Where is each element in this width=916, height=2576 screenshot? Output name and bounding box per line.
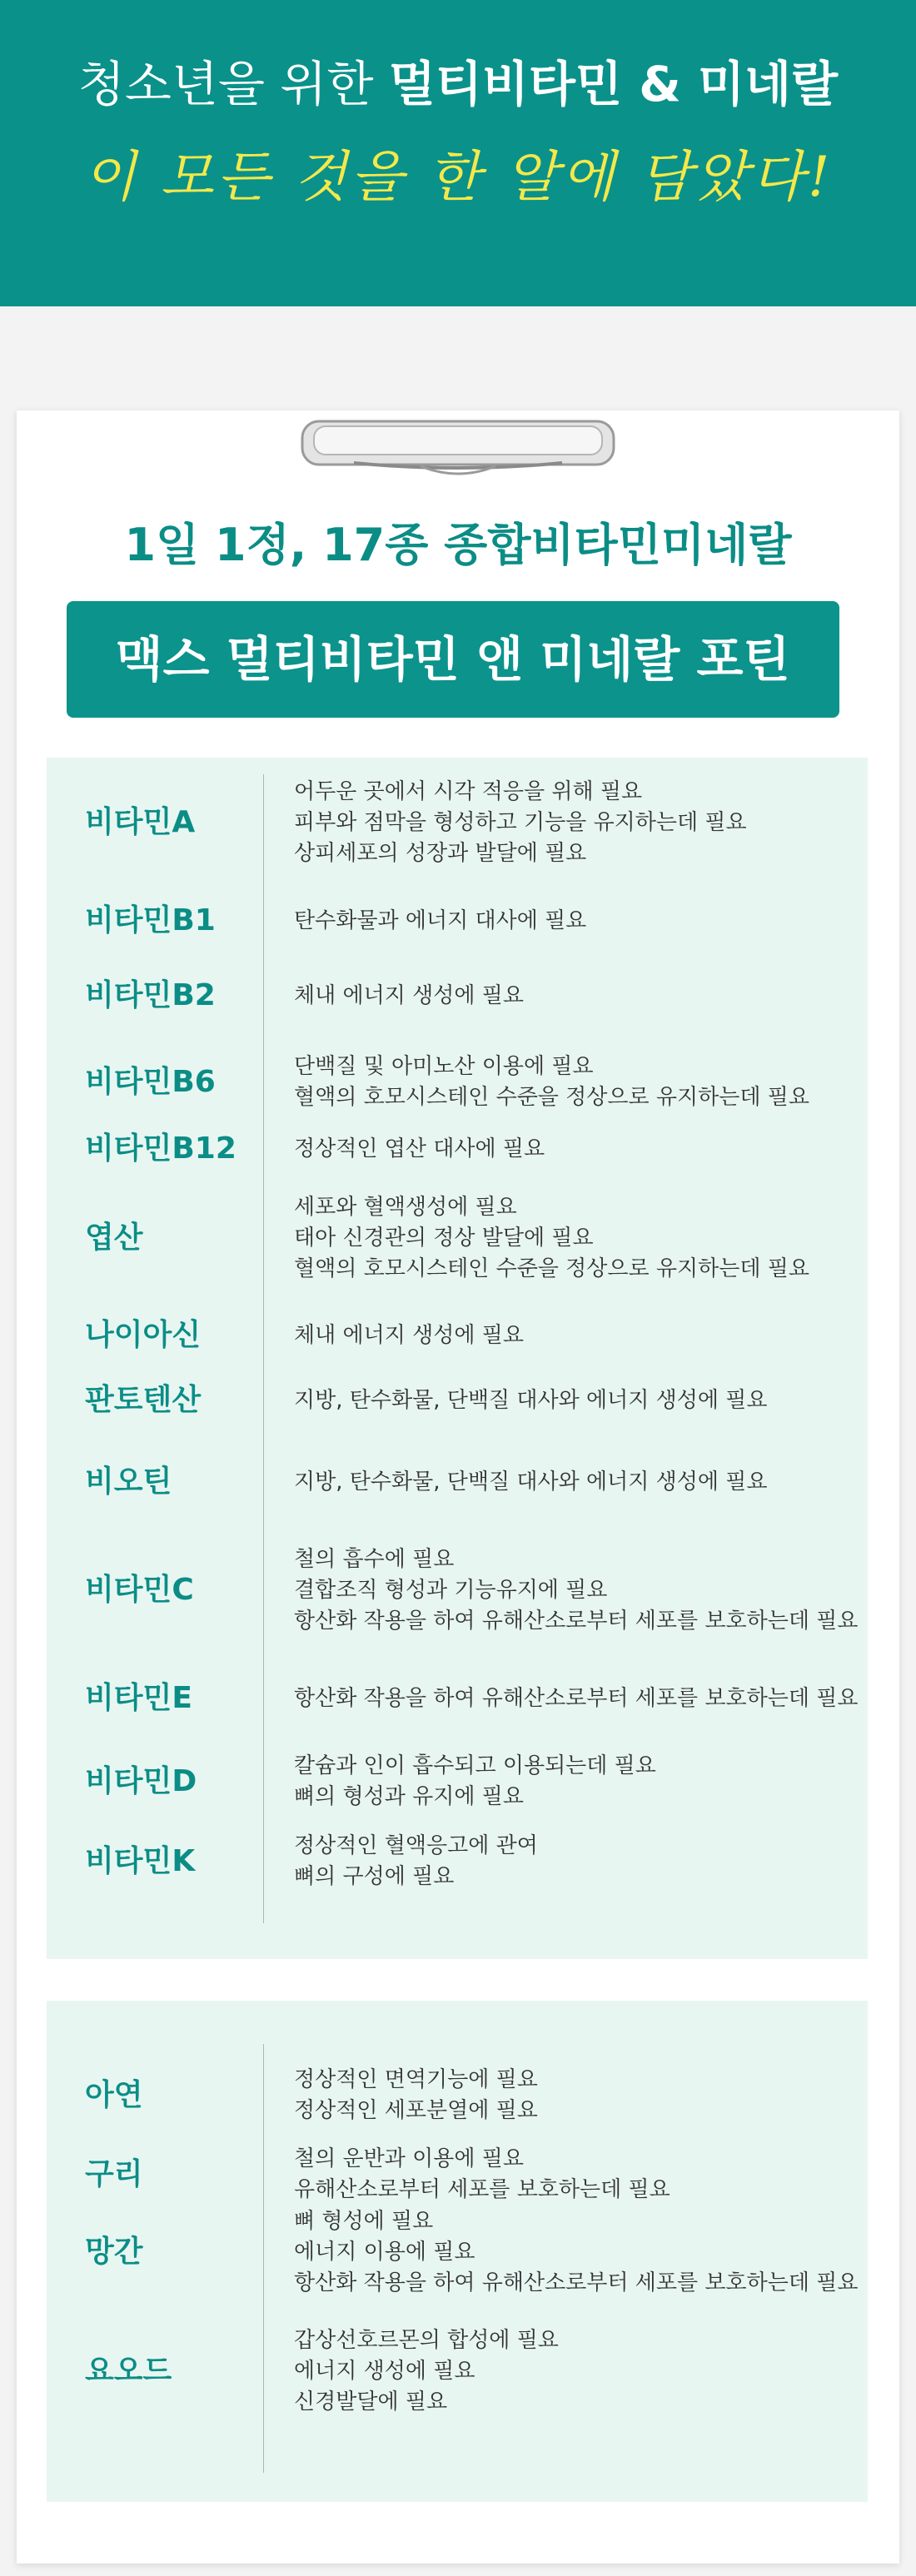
vitamin-description — [294, 1320, 524, 1351]
description-line: 탄수화물과 에너지 대사에 필요 — [294, 908, 587, 933]
description-line: 체내 에너지 생성에 필요 — [294, 1322, 524, 1348]
vitamin-name: 나이아신 — [85, 1318, 202, 1352]
vitamin-description — [294, 1544, 859, 1637]
description-line: 혈액의 호모시스테인 수준을 정상으로 유지하는데 필요 — [294, 1085, 809, 1110]
description-line: 항산화 작용을 하여 유해산소로부터 세포를 보호하는데 필요 — [294, 1608, 859, 1634]
product-name-box — [67, 601, 839, 718]
vitamin-description — [294, 981, 524, 1012]
vitamin-name: 판토텐산 — [85, 1383, 202, 1417]
header-tagline: 이 모든 것을 한 알에 담았다! — [82, 145, 834, 209]
product-name: 맥스 멀티비타민 앤 미네랄 포틴 — [116, 631, 790, 688]
mineral-name: 망간 — [85, 2235, 143, 2269]
vitamin-name: 비타민B6 — [85, 1065, 216, 1099]
clipboard-clip-icon — [296, 415, 620, 481]
headline-light-text: 청소년을 위한 — [77, 56, 389, 112]
vitamin-name: 비타민B1 — [85, 903, 216, 937]
dose-title: 1일 1정, 17종 종합비타민미네랄 — [124, 519, 792, 571]
description-line: 뼈 형성에 필요 — [294, 2208, 434, 2234]
description-line: 신경발달에 필요 — [294, 2389, 448, 2414]
mineral-description — [294, 2206, 859, 2299]
description-line: 철의 흡수에 필요 — [294, 1546, 455, 1572]
description-line: 갑상선호르몬의 합성에 필요 — [294, 2327, 559, 2353]
description-line: 혈액의 호모시스테인 수준을 정상으로 유지하는데 필요 — [294, 1256, 809, 1281]
description-line: 철의 운반과 이용에 필요 — [294, 2146, 524, 2171]
description-line: 단백질 및 아미노산 이용에 필요 — [294, 1054, 594, 1079]
vitamin-description — [294, 906, 586, 937]
vitamin-description — [294, 1052, 809, 1113]
description-line: 지방, 탄수화물, 단백질 대사와 에너지 생성에 필요 — [294, 1387, 768, 1413]
vitamin-description — [294, 777, 747, 869]
header-banner — [0, 0, 916, 306]
vitamin-name: 비타민B2 — [85, 978, 216, 1012]
description-line: 지방, 탄수화물, 단백질 대사와 에너지 생성에 필요 — [294, 1469, 768, 1494]
vitamin-name: 비타민B12 — [85, 1131, 236, 1166]
description-line: 체내 에너지 생성에 필요 — [294, 982, 524, 1008]
description-line: 상피세포의 성장과 발달에 필요 — [294, 840, 587, 866]
vitamin-description — [294, 1751, 656, 1813]
vitamin-description — [294, 1192, 809, 1285]
description-line: 칼슘과 인이 흡수되고 이용되는데 필요 — [294, 1753, 656, 1778]
vitamin-description — [294, 1134, 545, 1165]
description-line: 세포와 혈액생성에 필요 — [294, 1194, 517, 1220]
description-line: 뼈의 형성과 유지에 필요 — [294, 1784, 524, 1809]
description-line: 태아 신경관의 정상 발달에 필요 — [294, 1225, 594, 1251]
vitamin-description — [294, 1385, 767, 1416]
vitamin-divider — [263, 774, 264, 1923]
description-line: 항산화 작용을 하여 유해산소로부터 세포를 보호하는데 필요 — [294, 2270, 859, 2295]
description-line: 결합조직 형성과 기능유지에 필요 — [294, 1577, 608, 1603]
mineral-name: 구리 — [85, 2157, 143, 2191]
mineral-divider — [263, 2044, 264, 2473]
vitamin-name: 비오틴 — [85, 1465, 172, 1499]
vitamin-name: 비타민C — [85, 1573, 194, 1607]
vitamin-name: 비타민A — [85, 805, 196, 839]
mineral-name: 아연 — [85, 2078, 143, 2112]
vitamin-name: 비타민D — [85, 1764, 197, 1798]
description-line: 정상적인 세포분열에 필요 — [294, 2098, 538, 2123]
description-line: 정상적인 엽산 대사에 필요 — [294, 1136, 545, 1161]
mineral-description — [294, 2144, 670, 2206]
mineral-name: 요오드 — [85, 2354, 172, 2388]
description-line: 유해산소로부터 세포를 보호하는데 필요 — [294, 2177, 670, 2202]
description-line: 에너지 이용에 필요 — [294, 2239, 475, 2265]
description-line: 피부와 점막을 형성하고 기능을 유지하는데 필요 — [294, 809, 747, 835]
vitamin-description — [294, 1831, 538, 1892]
vitamin-name: 비타민K — [85, 1844, 196, 1878]
description-line: 어두운 곳에서 시각 적응을 위해 필요 — [294, 778, 643, 804]
description-line: 항산화 작용을 하여 유해산소로부터 세포를 보호하는데 필요 — [294, 1685, 859, 1711]
description-line: 정상적인 면역기능에 필요 — [294, 2067, 538, 2092]
description-line: 정상적인 혈액응고에 관여 — [294, 1833, 538, 1858]
mineral-description — [294, 2325, 559, 2418]
header-headline — [0, 56, 916, 112]
vitamin-name: 비타민E — [85, 1681, 192, 1715]
vitamin-description — [294, 1683, 859, 1714]
description-line: 뼈의 구성에 필요 — [294, 1864, 455, 1889]
mineral-description — [294, 2065, 538, 2126]
vitamin-description — [294, 1467, 767, 1498]
description-line: 에너지 생성에 필요 — [294, 2358, 475, 2384]
headline-bold-text: 멀티비타민 & 미네랄 — [388, 56, 839, 112]
vitamin-name: 엽산 — [85, 1221, 143, 1255]
